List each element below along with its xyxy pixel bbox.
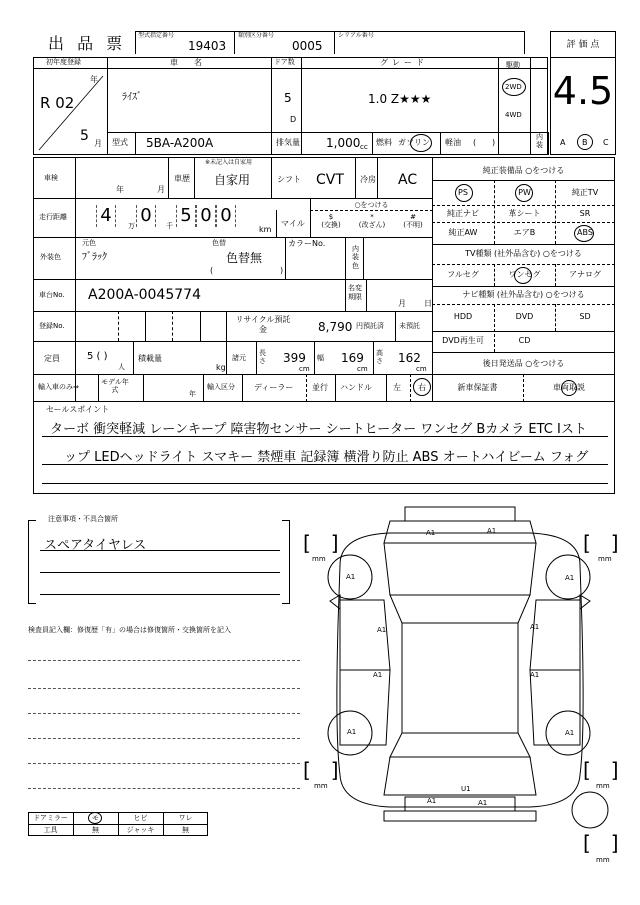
- mile-label: マイル: [281, 219, 305, 228]
- meter-note: ○をつける: [354, 201, 389, 209]
- meter-opt-exchanged: $ (交換): [321, 213, 341, 230]
- tv-oneseg-circle: [514, 267, 532, 284]
- shift-label: シフト: [277, 175, 301, 184]
- mm-fr: mm: [598, 555, 612, 563]
- ac-label: 冷房: [360, 175, 376, 184]
- mileage-digit-4: 0: [196, 205, 216, 227]
- drive-2wd: 2WD: [505, 83, 522, 91]
- notes-label: 注意事項・不具合箇所: [48, 515, 118, 523]
- sales-line-1: ターボ 衝突軽減 レーンキープ 障害物センサー シートヒーター ワンセグ Bカメラ ETC Iスト: [50, 422, 587, 437]
- diesel-paren-open: (: [473, 138, 477, 147]
- equip-leather: 革シート: [508, 209, 541, 218]
- nav-dvd: DVD: [515, 312, 534, 321]
- mark-3: A1: [346, 573, 356, 581]
- mark-11: U1: [461, 785, 471, 793]
- dims-label: 諸元: [232, 354, 246, 362]
- inspection-label: 車検: [44, 174, 58, 182]
- bracket-rl: [ ]: [303, 758, 339, 782]
- orig-color: ﾌﾞﾗｯｸ: [82, 252, 107, 263]
- nav-title: ナビ種類 (社外品含む) ○をつける: [462, 290, 585, 299]
- crack-label: ヒビ: [133, 814, 148, 822]
- mileage-km: km: [259, 225, 272, 234]
- class-code-label: 類別区分番号: [238, 32, 275, 39]
- nav-hdd: HDD: [453, 312, 473, 321]
- displacement-value: 1,000: [326, 136, 361, 150]
- repaint-paren-close: ): [280, 266, 284, 275]
- import-label: 輸入車のみ⇒: [38, 383, 79, 391]
- name-change-month: 月: [398, 299, 406, 308]
- type-value: 5BA-A200A: [146, 136, 214, 150]
- grade-value: 1.0 Z★★★: [368, 92, 432, 106]
- model-year-unit: 年: [189, 390, 196, 398]
- doors-value: 5: [284, 91, 292, 105]
- equip-aw: 純正AW: [448, 228, 478, 237]
- mark-6: A1: [530, 623, 540, 631]
- mileage-label: 走行距離: [39, 213, 67, 221]
- class-code: 0005: [292, 39, 323, 53]
- mm-spare: mm: [596, 856, 610, 864]
- score-label: 評 価 点: [566, 40, 600, 50]
- reg-no-label: 登録No.: [39, 322, 65, 330]
- import-class-label: 輸入区分: [207, 383, 235, 391]
- handle-left: 左: [393, 383, 401, 392]
- mark-4: A1: [565, 574, 575, 582]
- year-unit: 年: [90, 75, 98, 84]
- equip-title: 純正装備品 ○をつける: [482, 166, 565, 175]
- model-year-label: モデル年式: [101, 378, 129, 395]
- doors-label: ドア数: [274, 58, 295, 66]
- interior-c: C: [603, 138, 609, 147]
- car-name: ﾗｲｽﾞ: [122, 92, 142, 103]
- bracket-fr: [ ]: [583, 531, 619, 555]
- handle-right-circle: [413, 378, 431, 396]
- int-color-label: 内装色: [352, 245, 359, 270]
- mileage-digit-5: 0: [216, 205, 236, 227]
- sheet-title: 出 品 票: [48, 34, 127, 53]
- len-label: 長さ: [259, 349, 266, 366]
- dvd-label: DVD再生可: [442, 336, 484, 345]
- mileage-digit-1: 4: [96, 205, 116, 227]
- interior-label: 内装: [536, 133, 543, 149]
- equip-navi: 純正ナビ: [447, 209, 479, 218]
- equip-ps: PS: [458, 188, 468, 197]
- chassis-label: 車台No.: [39, 291, 65, 299]
- repaint-label: 色替: [212, 239, 226, 247]
- mirror-label: ドアミラー: [33, 814, 68, 822]
- notes-bracket-right: [282, 520, 290, 604]
- later-warranty: 新車保証書: [457, 383, 498, 392]
- displacement-unit: cc: [360, 143, 368, 151]
- mileage-sen: 千: [166, 222, 173, 230]
- load-kg: kg: [216, 363, 226, 372]
- meter-opt-unknown: # (不明): [403, 213, 423, 230]
- drive-label: 駆動: [506, 61, 520, 69]
- name-change-label: 名変期限: [348, 284, 362, 302]
- repaint-value: 色替無: [226, 251, 263, 265]
- chassis-value: A200A-0045774: [88, 287, 201, 303]
- shift-value: CVT: [316, 172, 344, 188]
- name-change-day: 日: [424, 299, 432, 308]
- mileage-digit-2: 0: [136, 205, 156, 227]
- repaint-paren-open: (: [210, 266, 214, 275]
- equip-abs: ABS: [577, 228, 593, 237]
- drive-2wd-circle: [502, 78, 526, 96]
- mark-12: A1: [427, 797, 437, 805]
- model-code: 19403: [188, 39, 227, 53]
- ac-value: AC: [398, 172, 418, 188]
- mileage-digit-3: 5: [176, 205, 196, 227]
- recycle-value: 8,790: [318, 320, 353, 334]
- sales-line-2: ップ LEDヘッドライト スマキー 禁煙車 記録簿 横滑り防止 ABS オートハイビーム フォグ: [64, 450, 589, 465]
- history-value: 自家用: [214, 173, 251, 187]
- mark-8: A1: [530, 671, 540, 679]
- mileage-man: 万: [128, 222, 135, 230]
- hei-value: 162: [398, 351, 421, 365]
- interior-b-circle: [577, 134, 593, 150]
- interior-b: B: [582, 138, 588, 147]
- jack-label: ジャッキ: [126, 826, 155, 834]
- first-reg-year: R 02: [40, 94, 75, 112]
- wid-value: 169: [341, 351, 364, 365]
- mm-rr: mm: [596, 782, 610, 790]
- inspection-year-unit: 年: [116, 185, 124, 194]
- mirror-circle: [88, 812, 102, 824]
- len-value: 399: [283, 351, 306, 365]
- mark-1: A1: [426, 529, 436, 537]
- equip-sr: SR: [579, 209, 591, 218]
- bracket-fl: [ ]: [303, 531, 339, 555]
- import-parallel: 並行: [312, 383, 328, 392]
- person-unit: 人: [118, 363, 125, 371]
- mark-10: A1: [565, 729, 575, 737]
- diesel-paren-close: ): [492, 138, 496, 147]
- first-reg-label: 初年度登録: [46, 58, 81, 66]
- nav-sd: SD: [579, 312, 591, 321]
- mm-rl: mm: [314, 782, 328, 790]
- wid-label: 幅: [317, 354, 324, 362]
- doors-suffix: D: [290, 115, 297, 124]
- mark-7: A1: [373, 671, 383, 679]
- score-value: 4.5: [552, 69, 614, 113]
- car-diagram: [300, 505, 620, 835]
- mark-2: A1: [487, 527, 497, 535]
- mark-5: A1: [377, 626, 387, 634]
- first-reg-month: 5: [80, 128, 89, 144]
- hei-cm: cm: [416, 365, 427, 373]
- equip-pw-circle: [515, 184, 533, 202]
- inspector-label: 検査員記入欄：修復歴「有」の場合は修復箇所・交換箇所を記入: [28, 626, 231, 634]
- tv-analog: アナログ: [569, 270, 601, 279]
- load-label: 積載量: [138, 354, 162, 363]
- meter-opt-tampered: * (改ざん): [358, 213, 386, 230]
- equip-tv: 純正TV: [571, 188, 599, 197]
- tools-value: 無: [92, 826, 99, 834]
- equip-abs-circle: [574, 225, 594, 242]
- inspection-month-unit: 月: [157, 185, 165, 194]
- serial-label: シリアル番号: [338, 32, 374, 39]
- bracket-rr: [ ]: [583, 758, 619, 782]
- fuel-label: 燃料: [376, 138, 392, 147]
- break-label: ワレ: [178, 814, 193, 822]
- interior-a: A: [560, 138, 566, 147]
- model-code-label: 型式指定番号: [138, 32, 175, 39]
- history-label: 車歴: [174, 174, 190, 183]
- orig-color-label: 元色: [82, 239, 96, 247]
- first-reg-slash: [33, 68, 107, 155]
- dvd-cd: CD: [518, 336, 531, 345]
- len-cm: cm: [299, 365, 310, 373]
- handle-right: 右: [418, 383, 426, 392]
- tv-fullseg: フルセグ: [447, 270, 479, 279]
- drive-4wd: 4WD: [505, 111, 522, 119]
- recycle-none: 未預託: [399, 322, 420, 330]
- notes-line-1: スペアタイヤレス: [44, 538, 147, 553]
- exterior-label: 外装色: [40, 253, 61, 261]
- color-no-label: カラーNo.: [288, 239, 326, 248]
- grade-label: グレード: [380, 58, 428, 67]
- wid-cm: cm: [357, 365, 368, 373]
- equip-pw: PW: [518, 188, 531, 197]
- mm-fl: mm: [312, 555, 326, 563]
- month-unit: 月: [94, 139, 102, 148]
- handle-label: ハンドル: [340, 383, 372, 392]
- notes-bracket-left: [28, 520, 36, 604]
- import-dealer: ディーラー: [254, 383, 294, 392]
- fuel-circle: [410, 134, 432, 152]
- fuel-value: ガソリン: [398, 138, 430, 147]
- capacity-label: 定員: [44, 354, 60, 363]
- later-manual: 車両取説: [553, 383, 585, 392]
- hei-label: 高さ: [376, 349, 383, 366]
- diesel-label: 軽油: [445, 138, 461, 147]
- history-note: ※未記入は自家用: [205, 159, 253, 166]
- mirror-value: モ: [92, 814, 99, 822]
- equip-ps-circle: [455, 184, 473, 202]
- tv-title: TV種類 (社外品含む) ○をつける: [465, 249, 582, 258]
- tools-label: 工具: [43, 826, 58, 834]
- tv-oneseg: ワンセグ: [508, 270, 541, 279]
- later-title: 後日発送品 ○をつける: [482, 359, 565, 368]
- later-manual-circle: [561, 380, 577, 396]
- car-name-label: 車 名: [170, 58, 206, 67]
- sales-label: セールスポイント: [46, 405, 110, 414]
- equip-airbag: エアB: [513, 228, 536, 237]
- mark-9: A1: [347, 728, 357, 736]
- mark-13: A1: [478, 799, 488, 807]
- recycle-label: リサイクル預託金: [235, 315, 291, 334]
- displacement-label: 排気量: [276, 138, 300, 147]
- recycle-suffix: 円預託済: [356, 322, 384, 330]
- jack-value: 無: [182, 826, 189, 834]
- capacity-value: 5 ( ): [87, 351, 108, 362]
- type-label: 型式: [112, 138, 128, 147]
- bracket-spare: [ ]: [583, 831, 619, 855]
